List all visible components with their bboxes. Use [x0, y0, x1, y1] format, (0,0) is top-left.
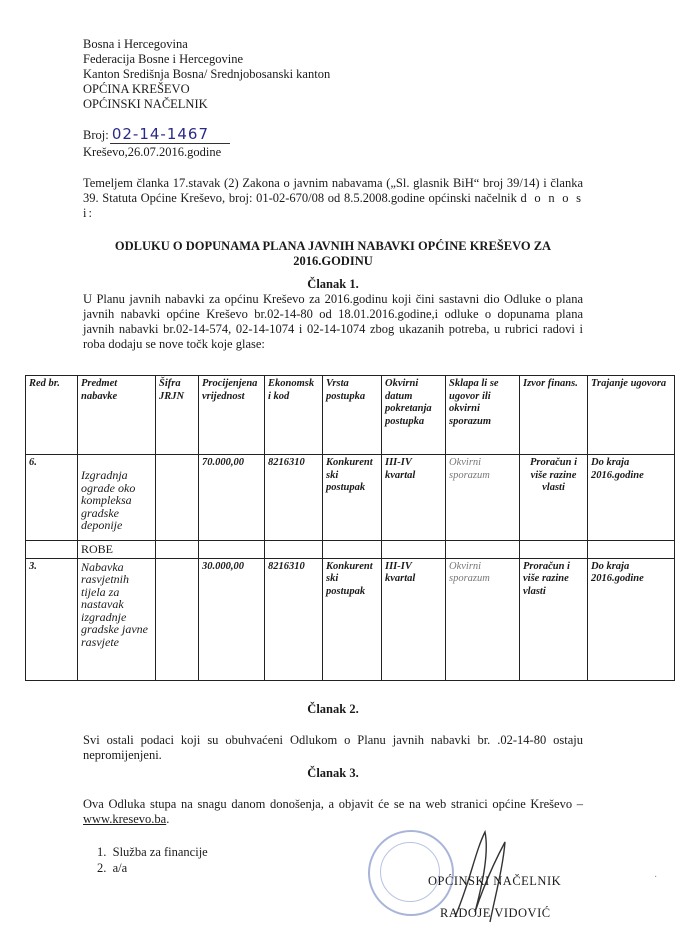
website-link[interactable]: www.kresevo.ba — [83, 812, 167, 826]
list-item: 1. Služba za financije — [97, 845, 208, 859]
cell-kod: 8216310 — [265, 455, 323, 541]
table-row — [26, 455, 675, 541]
intro-paragraph — [83, 176, 583, 221]
table-row — [26, 558, 675, 680]
cell-trajanje: Do kraja 2016.godine — [588, 455, 675, 541]
col-header: Predmet nabavke — [78, 376, 156, 455]
header-municipality: OPĆINA KREŠEVO — [83, 82, 190, 96]
cell-sporazum: Okvirni sporazum — [446, 455, 520, 541]
cell-red: 3. — [26, 558, 78, 680]
col-header: Okvirni datum pokretanja postupka — [382, 376, 446, 455]
col-header: Šifra JRJN — [156, 376, 199, 455]
article2-text: Svi ostali podaci koji su obuhvaćeni Odlukom o Planu javnih nabavki br. .02-14-80 ostaju nepromijenjeni. — [83, 733, 583, 762]
article2-heading: Članak 2. — [307, 702, 359, 716]
cell-datum: III-IV kvartal — [382, 558, 446, 680]
broj-line — [83, 127, 209, 143]
cell-sifra — [156, 558, 199, 680]
cell-vrijednost: 30.000,00 — [199, 558, 265, 680]
cell-sifra — [156, 455, 199, 541]
broj-underline — [110, 143, 230, 144]
col-header: Sklapa li se ugovor ili okvirni sporazum — [446, 376, 520, 455]
col-header: Ekonomsk i kod — [265, 376, 323, 455]
col-header: Izvor finans. — [520, 376, 588, 455]
cell-datum: III-IV kvartal — [382, 455, 446, 541]
cell-kod: 8216310 — [265, 558, 323, 680]
cell-vrijednost: 70.000,00 — [199, 455, 265, 541]
article3-paragraph: Ova Odluka stupa na snagu danom donošenja, a objavit će se na web stranici općine Kreševo – www.kresevo.ba. — [83, 797, 583, 826]
procurement-table — [25, 375, 675, 681]
signature-title: OPĆINSKI NAČELNIK — [428, 874, 562, 888]
article1-heading: Članak 1. — [307, 277, 359, 291]
official-stamp-inner — [380, 842, 440, 902]
cell-postupak: Konkurent ski postupak — [323, 455, 382, 541]
header-federation: Federacija Bosne i Hercegovine — [83, 52, 244, 66]
cell-predmet: Nabavka rasvjetnih tijela za nastavak izgradnje gradske javne rasvjete — [78, 558, 156, 680]
col-header: Trajanje ugovora — [588, 376, 675, 455]
decision-title-line1: ODLUKU O DOPUNAMA PLANA JAVNIH NABAVKI OPĆINE KREŠEVO ZA — [114, 239, 552, 253]
signature-name: RADOJE VIDOVIĆ — [440, 906, 551, 920]
article3-text: Ova Odluka stupa na snagu danom donošenja, a objavit će se na web stranici općine Kreševo – — [83, 797, 583, 811]
cell-trajanje: Do kraja 2016.godine — [588, 558, 675, 680]
broj-label: Broj: — [83, 128, 109, 142]
cell-postupak: Konkurent ski postupak — [323, 558, 382, 680]
cell-sporazum: Okvirni sporazum — [446, 558, 520, 680]
section-label-robe: ROBE — [78, 541, 156, 559]
article1-text: U Planu javnih nabavki za općinu Kreševo za 2016.godinu koji čini sastavni dio Odluke o plana javnih nabavki općine Kreševo br.02-14-80 od 18.01.2016.godine,i odluke o dopunama plana javnih nabavki br.02-14-574, 02-14-1074 i 02-14-1074 zbog ukazanih potreba, u rubrici radovi i roba dodaju se nove točk koje glase: — [83, 292, 583, 351]
decision-title — [83, 239, 583, 269]
intro-donosi: d o n o s i: — [83, 191, 583, 220]
cell-red: 6. — [26, 455, 78, 541]
header-office: OPĆINSKI NAČELNIK — [83, 97, 208, 111]
broj-handwritten: 02-14-1467 — [111, 125, 210, 143]
place-date: Kreševo,26.07.2016.godine — [83, 145, 222, 159]
col-header: Vrsta postupka — [323, 376, 382, 455]
header-canton: Kanton Središnja Bosna/ Srednjobosanski kanton — [83, 67, 331, 81]
table-header-row — [26, 376, 675, 455]
cell-izvor: Proračun i više razine vlasti — [520, 455, 588, 541]
header-country: Bosna i Hercegovina — [83, 37, 188, 51]
page-mark: · — [654, 872, 658, 883]
cell-predmet: Izgradnja ograde oko kompleksa gradske deponije — [78, 455, 156, 541]
article3-heading: Članak 3. — [307, 766, 359, 780]
table-section-row — [26, 541, 675, 559]
decision-title-line2: 2016.GODINU — [293, 254, 373, 268]
intro-text: Temeljem članka 17.stavak (2) Zakona o javnim nabavama („Sl. glasnik BiH“ broj 39/14) i članka 39. Statuta Općine Kreševo, broj: 01-02-670/08 od 8.5.2008.godine općinski načelnik — [83, 176, 583, 205]
col-header: Red br. — [26, 376, 78, 455]
list-item: 2. a/a — [97, 861, 128, 875]
cell-izvor: Proračun i više razine vlasti — [520, 558, 588, 680]
col-header: Procijenjena vrijednost — [199, 376, 265, 455]
